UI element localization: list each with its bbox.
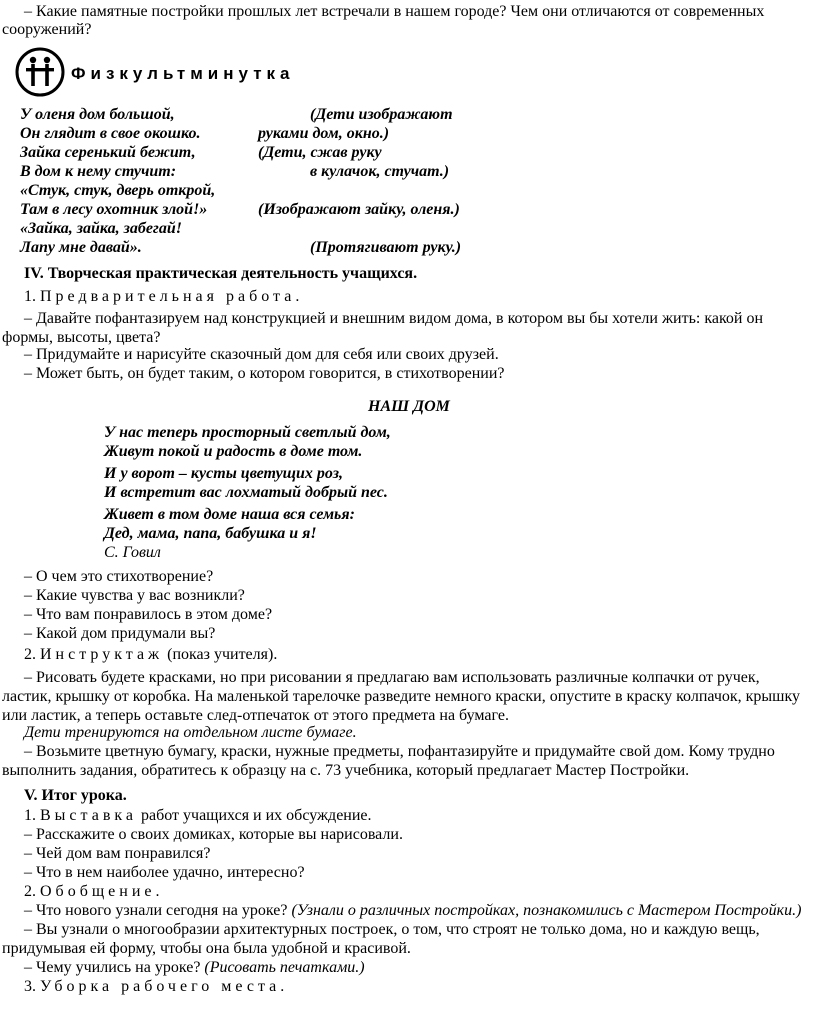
poem-title: НАШ ДОМ [368,398,450,415]
item-number: 1. [24,288,36,305]
item-title: Инструктаж [40,646,164,663]
poem-left-line: Зайка серенький бежит, [20,144,196,161]
poem-right-line: (Протягивают руку.) [310,239,462,256]
item-title: Уборка рабочего места. [40,978,289,995]
poem-right-line: (Дети изображают [310,106,453,123]
question-text: – Что нового узнали сегодня на уроке? [24,902,288,919]
poem-right-line: (Дети, сжав руку [258,144,382,161]
poem-author: С. Говил [104,544,161,561]
paragraph-line: – Возьмите цветную бумагу, краски, нужные предметы, пофантазируйте и придумайте свой дом. Кому трудно [24,743,775,760]
question-answer: (Рисовать печатками.) [204,959,365,976]
paragraph-line: – Придумайте и нарисуйте сказочный дом для себя или своих друзей. [24,346,499,363]
section5-item2 [24,882,163,901]
section5-item1 [24,806,372,825]
poem-left-line: Лапу мне давай». [20,239,142,256]
paragraph-line: придумывая ей форму, чтобы она была удобной и красивой. [2,940,411,957]
paragraph-line: ластик, крышку от коробка. На маленькой тарелочке разведите немного краски, опустите в краску колпачок, крышку [2,688,801,705]
paragraph-line: формы, высоты, цвета? [2,329,161,346]
item-title: Обобщение. [40,883,164,900]
question-line [24,901,801,920]
section5-item3 [24,977,288,996]
question-line: – О чем это стихотворение? [24,568,214,585]
poem-line: Дед, мама, папа, бабушка и я! [104,525,317,542]
question-line: – Чей дом вам понравился? [24,845,211,862]
item-number: 2. [24,883,36,900]
intro-question-line2: сооружений? [2,21,92,38]
poem-line: И у ворот – кусты цветущих роз, [104,465,343,482]
section4-heading: IV. Творческая практическая деятельность учащихся. [24,265,418,282]
question-line: – Что в нем наиболее удачно, интересно? [24,864,305,881]
intro-question-line1: – Какие памятные постройки прошлых лет встречали в нашем городе? Чем они отличаются от современных [24,3,765,20]
question-line: – Что вам понравилось в этом доме? [24,606,273,623]
item-number: 1. [24,807,36,824]
paragraph-line: – Рисовать будете красками, но при рисовании я предлагаю вам использовать различные колпачки от ручек, [24,669,760,686]
question-line [24,958,365,977]
poem-line: Живет в том доме наша вся семья: [104,506,355,523]
item-title: Предварительная работа. [40,288,304,305]
poem-left-line: В дом к нему стучит: [20,163,177,180]
poem-left-line: Он глядит в свое окошко. [20,125,201,142]
question-answer: (Узнали о различных постройках, познакомились с Мастером Постройки.) [291,902,802,919]
poem-line: Живут покой и радость в доме том. [104,443,363,460]
section4-item1 [24,287,303,306]
poem-line: У нас теперь просторный светлый дом, [104,424,391,441]
poem-right-line: (Изображают зайку, оленя.) [258,201,460,218]
paragraph-line: – Может быть, он будет таким, о котором говорится, в стихотворении? [24,365,505,382]
question-line: – Какие чувства у вас возникли? [24,587,245,604]
question-line: – Какой дом придумали вы? [24,625,216,642]
poem-left-line: Там в лесу охотник злой!» [20,201,208,218]
paragraph-line: – Вы узнали о многообразии архитектурных построек, о том, что строят не только дома, но и каждую вещь, [24,921,760,938]
section4-item2 [24,645,277,664]
question-line: – Расскажите о своих домиках, которые вы нарисовали. [24,826,403,843]
paragraph-line: выполнить задания, обратитесь к образцу на с. 73 учебника, который предлагает Мастер Постройки. [2,762,690,779]
poem-left-line: «Стук, стук, дверь открой, [20,182,216,199]
item-number: 2. [24,646,36,663]
poem-line: И встретит вас лохматый добрый пес. [104,484,388,501]
paragraph-line: – Давайте пофантазируем над конструкцией и внешним видом дома, в котором вы бы хотели жить: какой он [24,310,764,327]
item-rest: работ учащихся и их обсуждение. [141,807,372,824]
item-note: (показ учителя). [167,646,278,663]
poem-right-line: руками дом, окно.) [258,125,390,142]
question-text: – Чему учились на уроке? [24,959,201,976]
practice-note: Дети тренируются на отдельном листе бумаге. [24,724,357,741]
poem-right-line: в кулачок, стучат.) [310,163,450,180]
poem-left-line: «Зайка, зайка, забегай! [20,220,182,237]
two-figures-icon [15,47,65,97]
fizkultminutka-title: Физкультминутка [71,64,295,83]
item-title: Выставка [40,807,137,824]
section5-heading: V. Итог урока. [24,787,127,804]
paragraph-line: или ластик, а теперь оставьте след-отпечаток от этого предмета на бумаге. [2,707,509,724]
poem-left-line: У оленя дом большой, [20,106,175,123]
item-number: 3. [24,978,36,995]
